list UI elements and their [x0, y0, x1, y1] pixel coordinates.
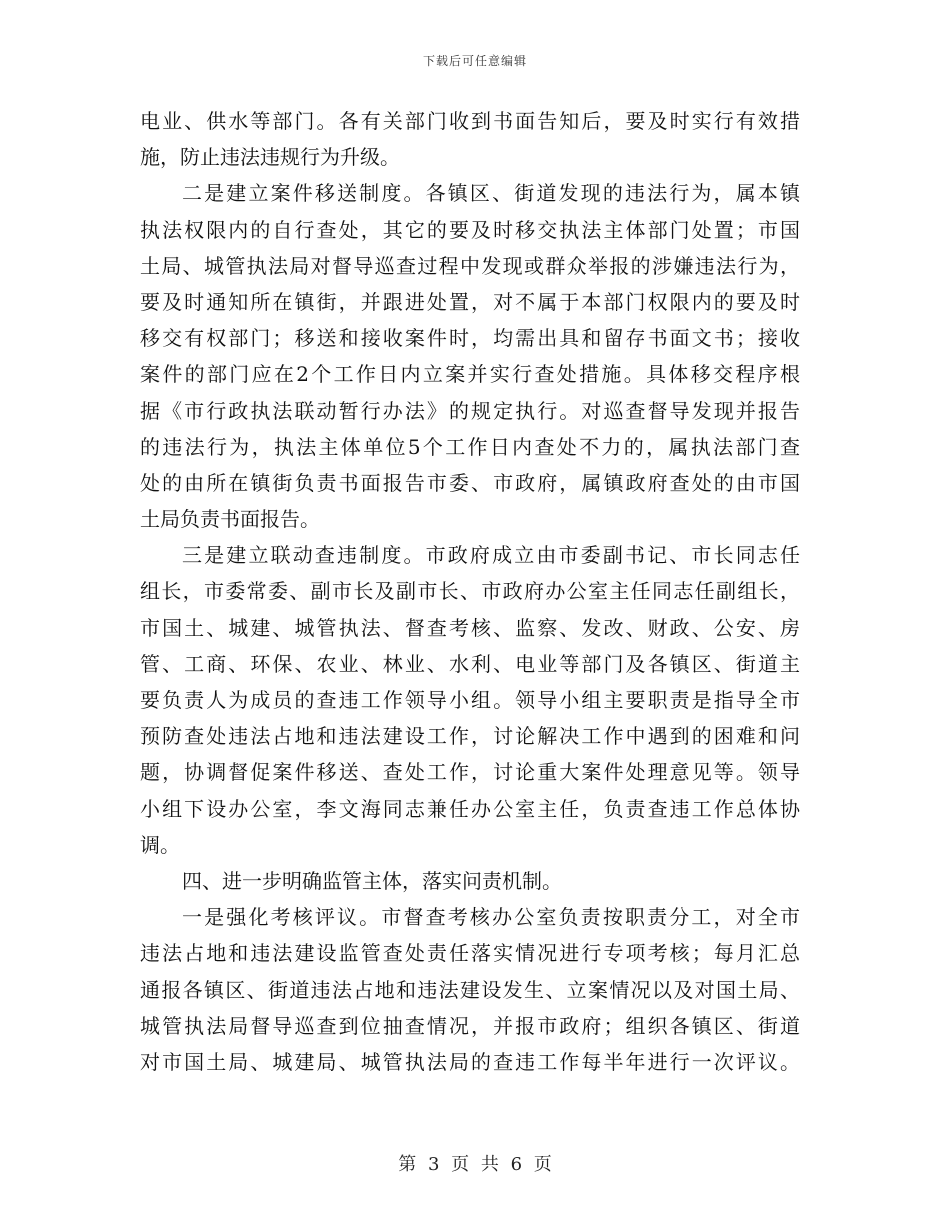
- text-line: 市国土、城建、城管执法、督查考核、监察、发改、财政、公安、房: [140, 615, 800, 640]
- text-line: 案件的部门应在2个工作日内立案并实行查处措施。具体移交程序根: [140, 362, 800, 387]
- text-line: 违法占地和违法建设监管查处责任落实情况进行专项考核；每月汇总: [140, 941, 800, 966]
- text-line: 的违法行为，执法主体单位5个工作日内查处不力的，属执法部门查: [140, 434, 800, 459]
- text-line: 四、进一步明确监管主体，落实问责机制。: [182, 868, 562, 893]
- text-line: 对市国土局、城建局、城管执法局的查违工作每半年进行一次评议。: [140, 1049, 800, 1074]
- text-line: 要负责人为成员的查违工作领导小组。领导小组主要职责是指导全市: [140, 688, 800, 712]
- text-line: 小组下设办公室，李文海同志兼任办公室主任，负责查违工作总体协: [140, 796, 800, 821]
- text-line: 题，协调督促案件移送、查处工作，讨论重大案件处理意见等。领导: [140, 760, 800, 785]
- text-line: 移交有权部门；移送和接收案件时，均需出具和留存书面文书；接收: [140, 326, 800, 351]
- page-number: 第 3 页 共 6 页: [398, 1154, 552, 1175]
- document-body: [140, 103, 800, 1080]
- page-header: 下载后可任意编辑: [422, 54, 527, 68]
- text-line: 处的由所在镇街负责书面报告市委、市政府，属镇政府查处的由市国: [140, 470, 800, 495]
- text-line: 预防查处违法占地和违法建设工作，讨论解决工作中遇到的困难和问: [140, 724, 800, 749]
- text-line: 一是强化考核评议。市督查考核办公室负责按职责分工，对全市: [182, 905, 800, 930]
- text-line: 三是建立联动查违制度。市政府成立由市委副书记、市长同志任: [182, 543, 800, 568]
- text-line: 管、工商、环保、农业、林业、水利、电业等部门及各镇区、街道主: [140, 651, 800, 676]
- text-line: 城管执法局督导巡查到位抽查情况，并报市政府；组织各镇区、街道: [140, 1013, 800, 1038]
- text-line: 施，防止违法违规行为升级。: [140, 145, 400, 170]
- text-line: 二是建立案件移送制度。各镇区、街道发现的违法行为，属本镇: [182, 181, 800, 206]
- text-line: 执法权限内的自行查处，其它的要及时移交执法主体部门处置；市国: [140, 217, 800, 242]
- text-line: 调。: [140, 832, 180, 857]
- text-line: 电业、供水等部门。各有关部门收到书面告知后，要及时实行有效措: [140, 109, 800, 133]
- text-line: 据《市行政执法联动暂行办法》的规定执行。对巡查督导发现并报告: [140, 398, 800, 423]
- text-line: 土局负责书面报告。: [140, 507, 320, 532]
- text-line: 土局、城管执法局对督导巡查过程中发现或群众举报的涉嫌违法行为，: [140, 253, 800, 278]
- text-line: 通报各镇区、街道违法占地和违法建设发生、立案情况以及对国土局、: [140, 977, 800, 1002]
- text-line: 要及时通知所在镇街，并跟进处置，对不属于本部门权限内的要及时: [140, 289, 800, 314]
- text-line: 组长，市委常委、副市长及副市长、市政府办公室主任同志任副组长，: [140, 579, 800, 604]
